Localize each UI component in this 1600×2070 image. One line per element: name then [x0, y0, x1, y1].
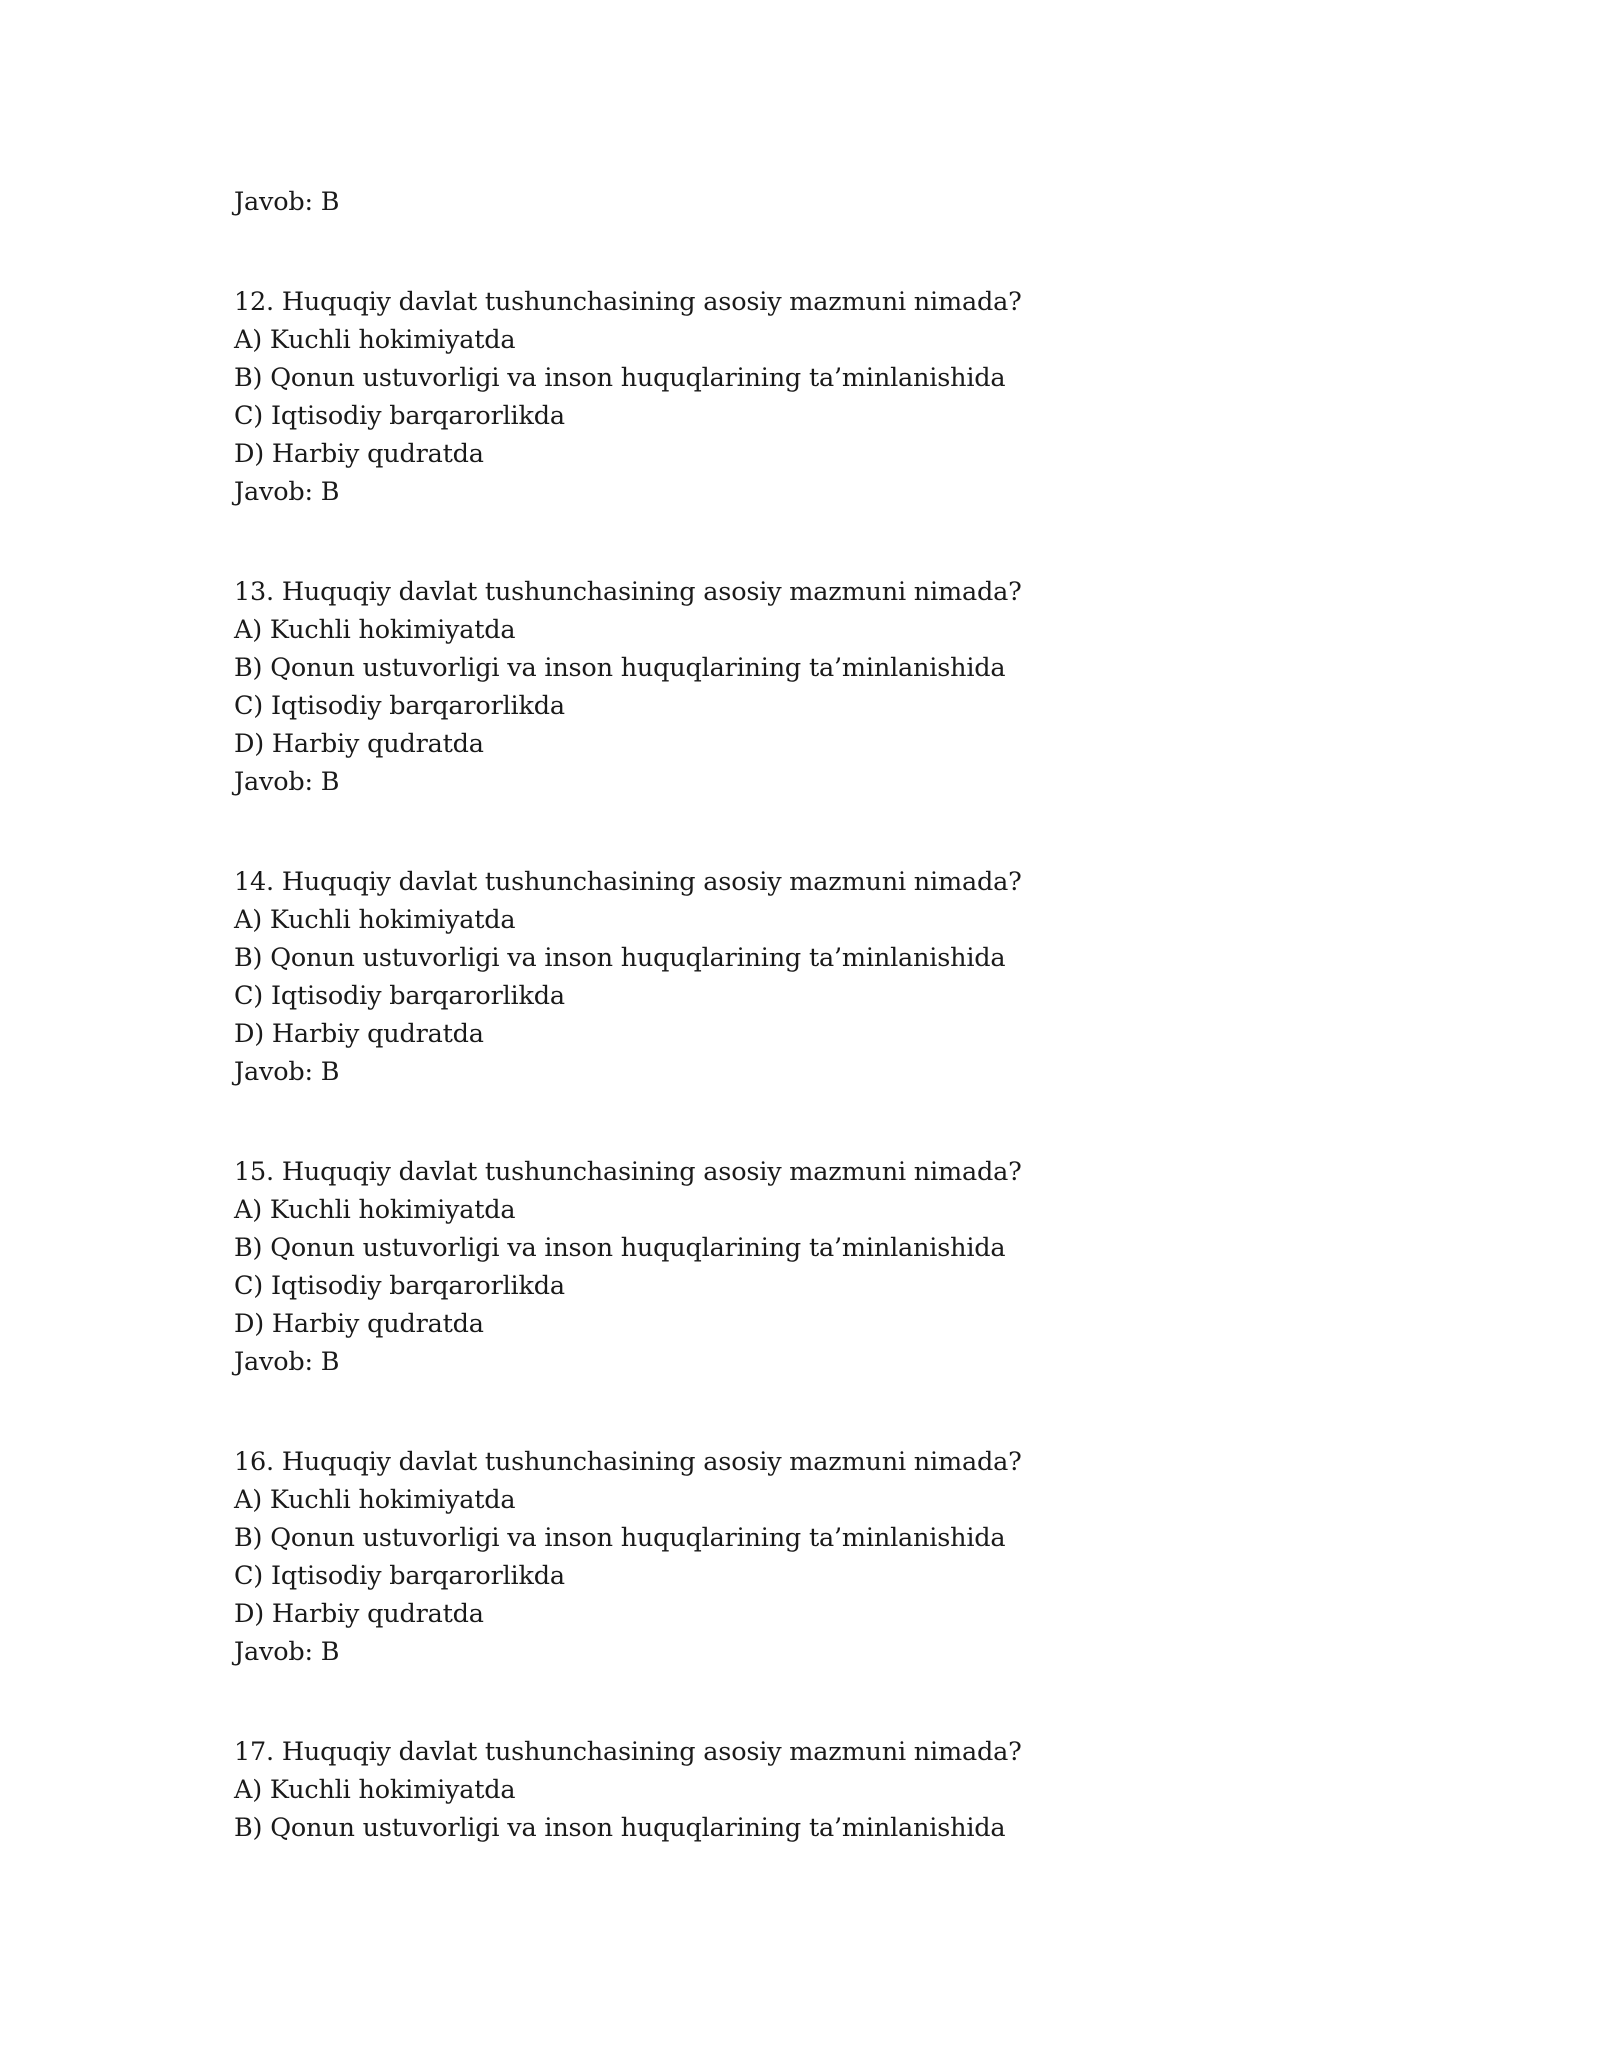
question-text: 12. Huquqiy davlat tushunchasining asosiy mazmuni nimada?	[234, 287, 1022, 317]
option-d: D) Harbiy qudratda	[234, 729, 484, 759]
option-d: D) Harbiy qudratda	[234, 1019, 484, 1049]
question-block-15	[234, 1153, 1434, 1381]
option-b: B) Qonun ustuvorligi va inson huquqlarining ta’minlanishida	[234, 653, 1006, 683]
option-b: B) Qonun ustuvorligi va inson huquqlarining ta’minlanishida	[234, 1523, 1006, 1553]
answer-text: Javob: B	[234, 477, 340, 507]
answer-text: Javob: B	[234, 1347, 340, 1377]
option-a: A) Kuchli hokimiyatda	[234, 325, 516, 355]
option-d: D) Harbiy qudratda	[234, 1599, 484, 1629]
question-text: 14. Huquqiy davlat tushunchasining asosiy mazmuni nimada?	[234, 867, 1022, 897]
document-page	[234, 183, 1434, 1847]
question-text: 16. Huquqiy davlat tushunchasining asosiy mazmuni nimada?	[234, 1447, 1022, 1477]
answer-text: Javob: B	[234, 1637, 340, 1667]
question-text: 13. Huquqiy davlat tushunchasining asosiy mazmuni nimada?	[234, 577, 1022, 607]
option-a: A) Kuchli hokimiyatda	[234, 1775, 516, 1805]
option-c: C) Iqtisodiy barqarorlikda	[234, 981, 565, 1011]
question-text: 17. Huquqiy davlat tushunchasining asosiy mazmuni nimada?	[234, 1737, 1022, 1767]
option-c: C) Iqtisodiy barqarorlikda	[234, 1271, 565, 1301]
option-a: A) Kuchli hokimiyatda	[234, 1195, 516, 1225]
question-block-16	[234, 1443, 1434, 1671]
option-d: D) Harbiy qudratda	[234, 439, 484, 469]
option-b: B) Qonun ustuvorligi va inson huquqlarining ta’minlanishida	[234, 1813, 1006, 1843]
answer-text: Javob: B	[234, 1057, 340, 1087]
answer-text: Javob: B	[234, 767, 340, 797]
option-c: C) Iqtisodiy barqarorlikda	[234, 691, 565, 721]
option-b: B) Qonun ustuvorligi va inson huquqlarining ta’minlanishida	[234, 363, 1006, 393]
intro-answer: Javob: B	[234, 187, 340, 217]
question-text: 15. Huquqiy davlat tushunchasining asosiy mazmuni nimada?	[234, 1157, 1022, 1187]
question-block-14	[234, 863, 1434, 1091]
question-block-13	[234, 573, 1434, 801]
option-a: A) Kuchli hokimiyatda	[234, 1485, 516, 1515]
option-a: A) Kuchli hokimiyatda	[234, 905, 516, 935]
option-a: A) Kuchli hokimiyatda	[234, 615, 516, 645]
option-c: C) Iqtisodiy barqarorlikda	[234, 401, 565, 431]
option-c: C) Iqtisodiy barqarorlikda	[234, 1561, 565, 1591]
option-b: B) Qonun ustuvorligi va inson huquqlarining ta’minlanishida	[234, 1233, 1006, 1263]
question-block-12	[234, 283, 1434, 511]
option-b: B) Qonun ustuvorligi va inson huquqlarining ta’minlanishida	[234, 943, 1006, 973]
question-block-17	[234, 1733, 1434, 1847]
option-d: D) Harbiy qudratda	[234, 1309, 484, 1339]
